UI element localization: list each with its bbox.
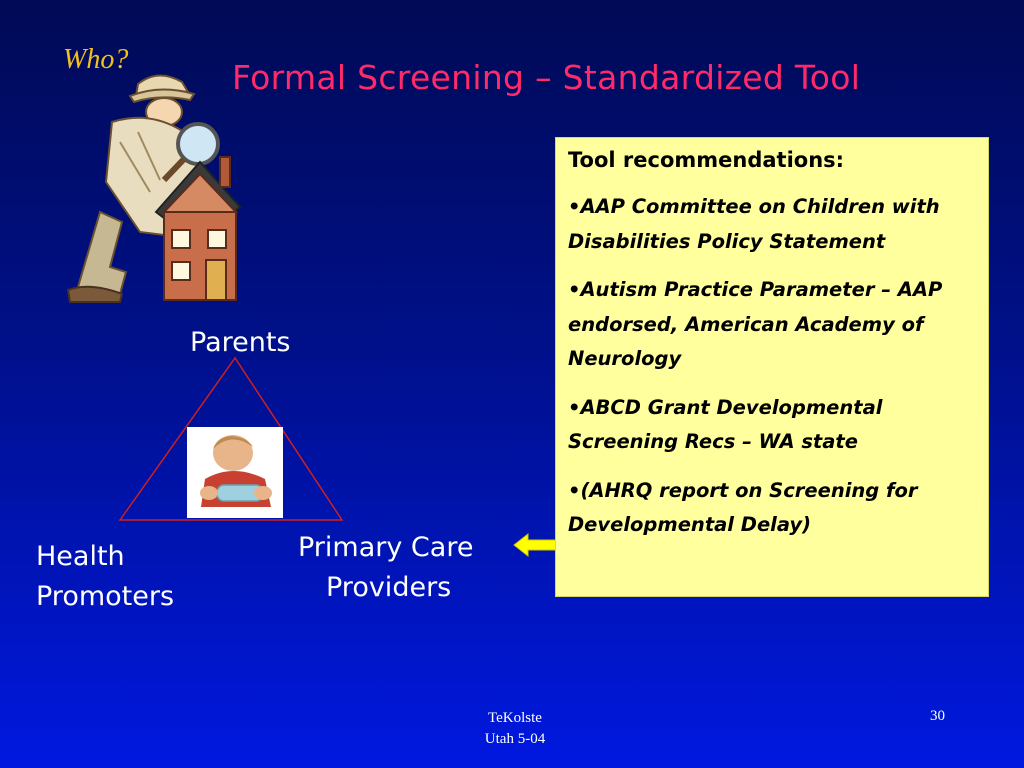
footer-venue: Utah 5-04 xyxy=(484,731,546,747)
parents-label: Parents xyxy=(190,327,291,358)
recommendation-item: •AAP Committee on Children with Disabilities Policy Statement xyxy=(568,195,940,253)
health-promoters-label-line2: Promoters xyxy=(36,581,175,612)
tool-recommendations-box xyxy=(555,137,989,597)
health-promoters-label-line1: Health xyxy=(36,541,125,572)
recommendation-item: •Autism Practice Parameter – AAP endorsed, American Academy of Neurology xyxy=(568,278,943,370)
baby-photo xyxy=(187,427,283,518)
recommendation-item: •ABCD Grant Developmental Screening Recs – WA state xyxy=(568,395,883,453)
slide-title: Formal Screening – Standardized Tool xyxy=(232,58,861,97)
arrow-left-icon xyxy=(512,532,558,558)
page-number: 30 xyxy=(930,708,945,724)
detective-with-magnifier-house-icon xyxy=(60,62,250,307)
primary-care-label-line1: Primary Care xyxy=(298,532,474,563)
recommendations-heading: Tool recommendations: xyxy=(568,148,845,172)
footer xyxy=(440,708,590,750)
footer-author: TeKolste xyxy=(488,710,542,726)
who-label: Who? xyxy=(63,44,129,75)
primary-care-label-line2: Providers xyxy=(326,572,452,603)
recommendation-item: •(AHRQ report on Screening for Developmental Delay) xyxy=(568,478,918,536)
